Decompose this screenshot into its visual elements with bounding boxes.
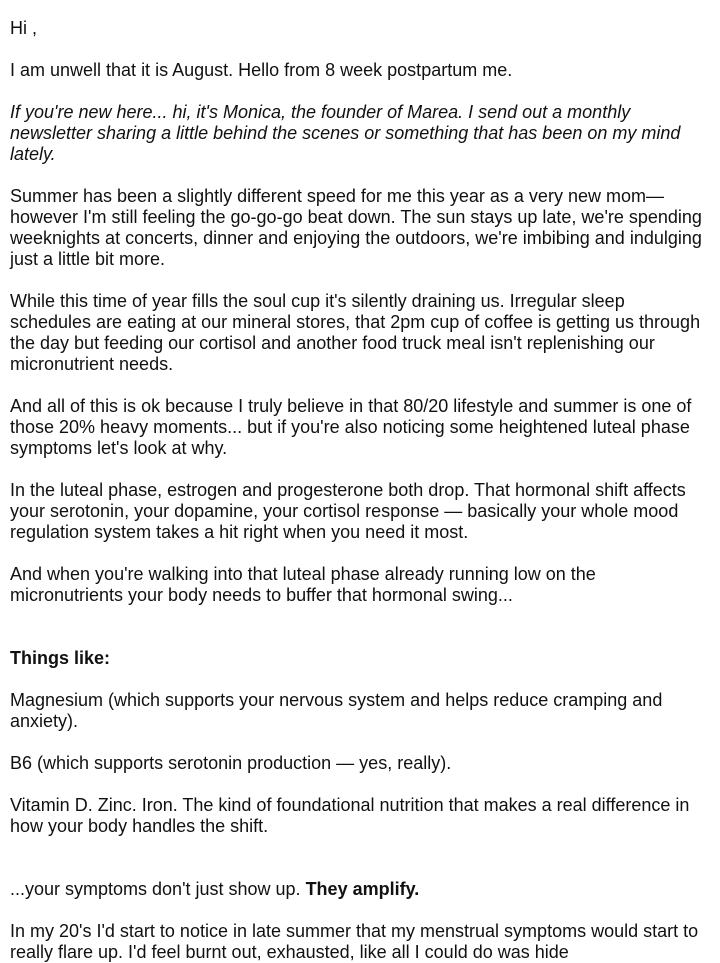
b6-paragraph: B6 (which supports serotonin production — yes, really).: [10, 753, 452, 773]
founder-intro-paragraph: If you're new here... hi, it's Monica, the founder of Marea. I send out a monthly newsletter sharing a little behind the scenes or something that has been on my mind lately.: [10, 102, 681, 164]
micronutrients-paragraph: And when you're walking into that luteal phase already running low on the micronutrients your body needs to buffer that hormonal swing...: [10, 564, 596, 605]
intro-paragraph: I am unwell that it is August. Hello from 8 week postpartum me.: [10, 60, 513, 80]
soul-cup-paragraph: While this time of year fills the soul cup it's silently draining us. Irregular sleep schedules are eating at our mineral stores, that 2pm cup of coffee is getting us through the day but feeding our cortisol and another food truck meal isn't replenishing our micronutrient needs.: [10, 291, 701, 374]
spacer: [10, 858, 710, 879]
summer-paragraph: Summer has been a slightly different speed for me this year as a very new mom—however I'm still feeling the go-go-go beat down. The sun stays up late, we're spending weeknights at concerts, dinner and enjoying the outdoors, we're imbibing and indulging just a little bit more.: [10, 186, 702, 269]
magnesium-paragraph: Magnesium (which supports your nervous system and helps reduce cramping and anxiety).: [10, 690, 663, 731]
amplify-paragraph: [10, 879, 710, 900]
twenties-paragraph: In my 20's I'd start to notice in late summer that my menstrual symptoms would start to really flare up. I'd feel burnt out, exhausted, like all I could do was hide: [10, 921, 699, 962]
things-like-heading: Things like:: [10, 648, 111, 668]
greeting: Hi ,: [10, 18, 37, 38]
spacer: [10, 627, 710, 648]
lifestyle-paragraph: And all of this is ok because I truly believe in that 80/20 lifestyle and summer is one of those 20% heavy moments... but if you're also noticing some heightened luteal phase symptoms let's look at why.: [10, 396, 692, 458]
amplify-plain-text: ...your symptoms don't just show up.: [10, 879, 306, 899]
vitamin-d-paragraph: Vitamin D. Zinc. Iron. The kind of foundational nutrition that makes a real difference in how your body handles the shift.: [10, 795, 690, 836]
luteal-phase-paragraph: In the luteal phase, estrogen and progesterone both drop. That hormonal shift affects your serotonin, your dopamine, your cortisol response — basically your whole mood regulation system takes a hit right when you need it most.: [10, 480, 686, 542]
amplify-bold-text: They amplify.: [305, 879, 420, 899]
